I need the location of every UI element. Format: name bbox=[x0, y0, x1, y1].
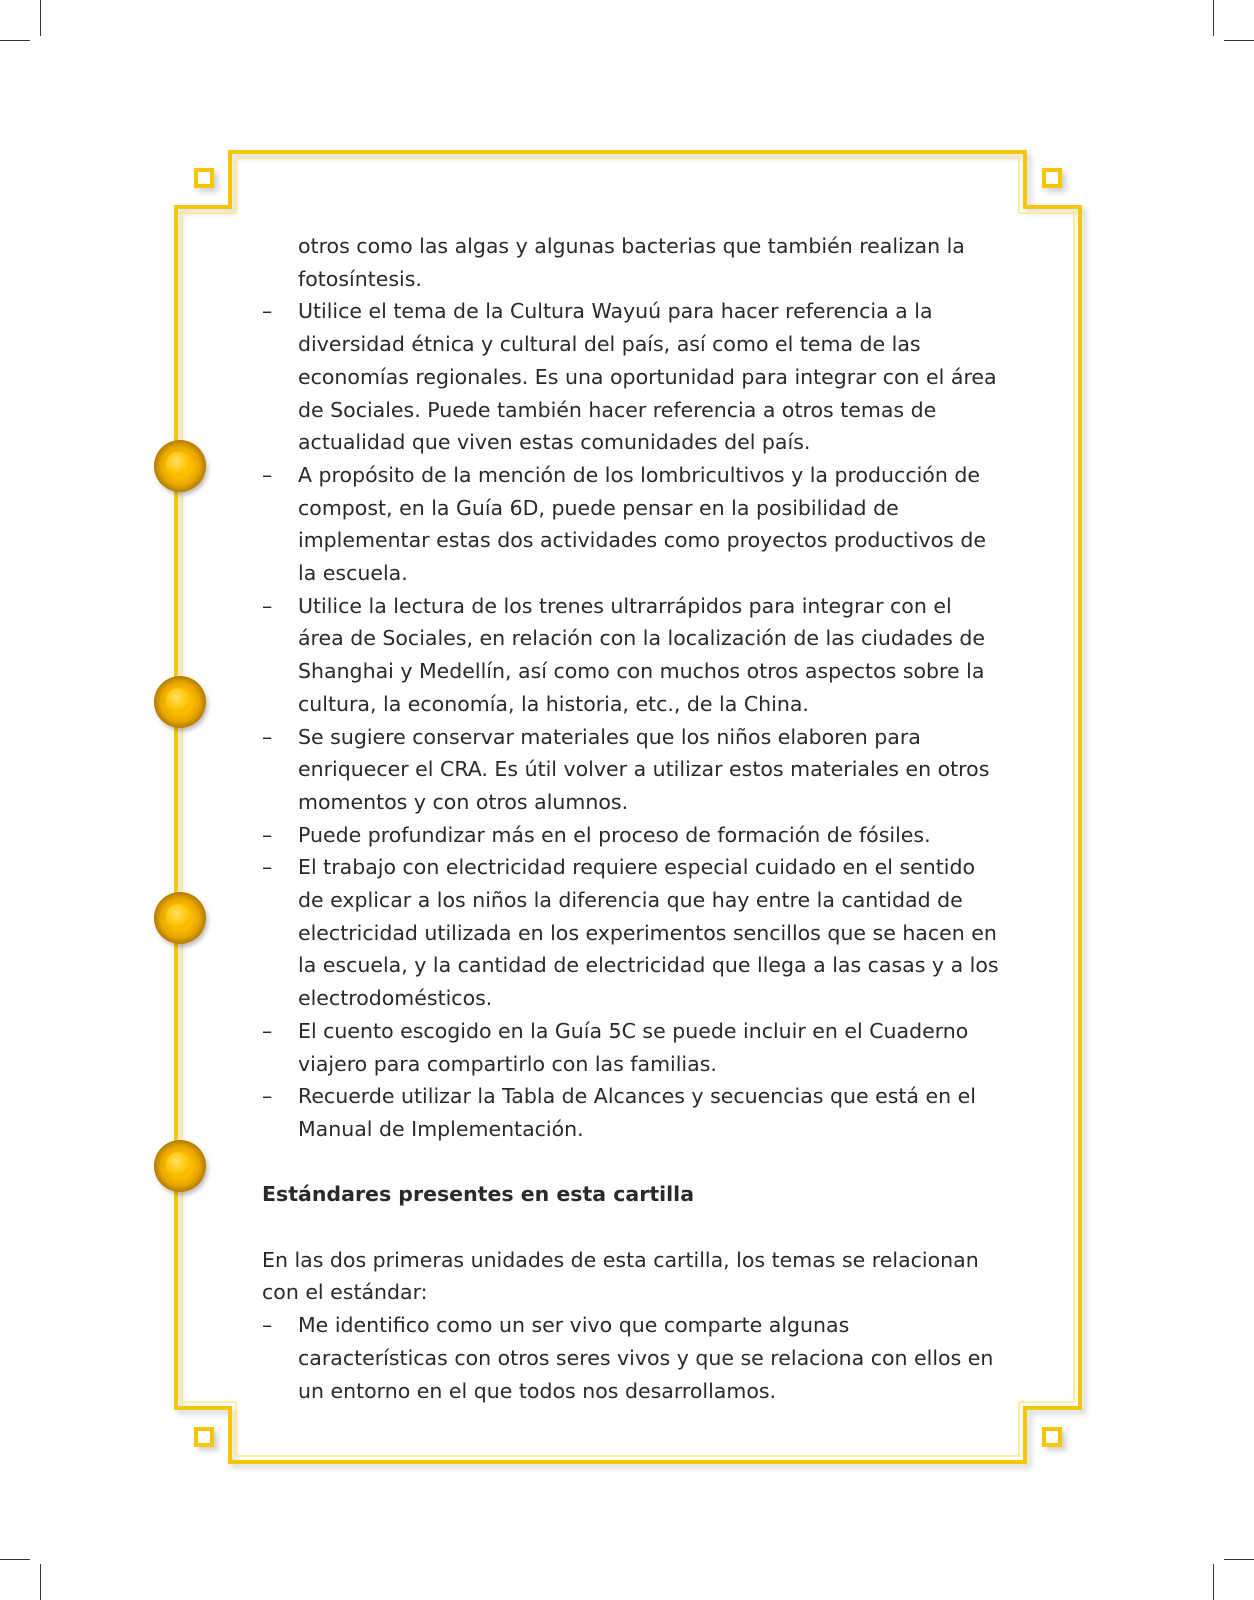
list-item-text: Utilice la lectura de los trenes ultrarrápidos para integrar con el área de Sociales, en relación con la localización de las ciudades de Shanghai y Medellín, así como con muchos otros aspectos sobre la cultura, la economía, la historia, etc., de la China. bbox=[298, 593, 985, 716]
list-item bbox=[262, 590, 1002, 721]
binder-ring-icon bbox=[154, 676, 206, 728]
list-item-text: Me identifico como un ser vivo que comparte algunas características con otros seres vivos y que se relaciona con ellos en un entorno en el que todos nos desarrollamos. bbox=[298, 1313, 994, 1403]
spacer bbox=[262, 1146, 1002, 1179]
dash-bullet: – bbox=[262, 299, 273, 324]
list-item bbox=[262, 295, 1002, 459]
section-heading: Estándares presentes en esta cartilla bbox=[262, 1182, 695, 1207]
list-item-text: Se sugiere conservar materiales que los niños elaboren para enriquecer el CRA. Es útil volver a utilizar estos materiales en otros momentos y con otros alumnos. bbox=[298, 724, 990, 814]
corner-square bbox=[196, 1429, 212, 1445]
list-item-text: Utilice el tema de la Cultura Wayuú para hacer referencia a la diversidad étnica y cultural del país, así como el tema de las economías regionales. Es una oportunidad para integrar con el área de Sociales. Puede también hacer referencia a otros temas de actualidad que viven estas comunidades del país. bbox=[298, 299, 997, 455]
dash-bullet: – bbox=[262, 1018, 273, 1043]
dash-bullet: – bbox=[262, 724, 273, 749]
dash-bullet: – bbox=[262, 593, 273, 618]
list-item bbox=[262, 1080, 1002, 1145]
list-item-text: El cuento escogido en la Guía 5C se puede incluir en el Cuaderno viajero para compartirlo con las familias. bbox=[298, 1018, 969, 1076]
dash-bullet: – bbox=[262, 1313, 273, 1338]
page-content bbox=[262, 230, 1002, 1407]
dash-bullet: – bbox=[262, 855, 273, 880]
list-item-text: A propósito de la mención de los lombricultivos y la producción de compost, en la Guía 6D, puede pensar en la posibilidad de implementar estas dos actividades como proyectos productivos de la escuela. bbox=[298, 462, 986, 586]
intro-paragraph: En las dos primeras unidades de esta cartilla, los temas se relacionan con el estándar: bbox=[262, 1247, 979, 1305]
corner-square bbox=[1044, 170, 1060, 186]
dash-bullet: – bbox=[262, 462, 273, 487]
binder-ring-icon bbox=[154, 1140, 206, 1192]
list-item bbox=[262, 851, 1002, 1015]
binder-ring-icon bbox=[154, 440, 206, 492]
dash-bullet: – bbox=[262, 1084, 273, 1109]
list-item bbox=[262, 1309, 1002, 1407]
list-item-text: Puede profundizar más en el proceso de formación de fósiles. bbox=[298, 822, 931, 847]
list-item bbox=[262, 721, 1002, 819]
continuation-text: otros como las algas y algunas bacterias que también realizan la fotosíntesis. bbox=[298, 234, 965, 291]
binder-ring-icon bbox=[154, 892, 206, 944]
dash-bullet: – bbox=[262, 822, 273, 847]
list-item bbox=[262, 459, 1002, 590]
corner-square bbox=[1044, 1429, 1060, 1445]
spacer bbox=[262, 1211, 1002, 1244]
list-item bbox=[262, 819, 1002, 852]
list-item-text: El trabajo con electricidad requiere especial cuidado en el sentido de explicar a los niños la diferencia que hay entre la cantidad de electricidad utilizada en los experimentos sencillos que se hacen en la escuela, y la cantidad de electricidad que llega a las casas y a los electrodomésticos. bbox=[298, 855, 999, 1011]
corner-square bbox=[196, 170, 212, 186]
list-item bbox=[262, 1015, 1002, 1080]
list-item-text: Recuerde utilizar la Tabla de Alcances y secuencias que está en el Manual de Implementación. bbox=[298, 1084, 976, 1141]
